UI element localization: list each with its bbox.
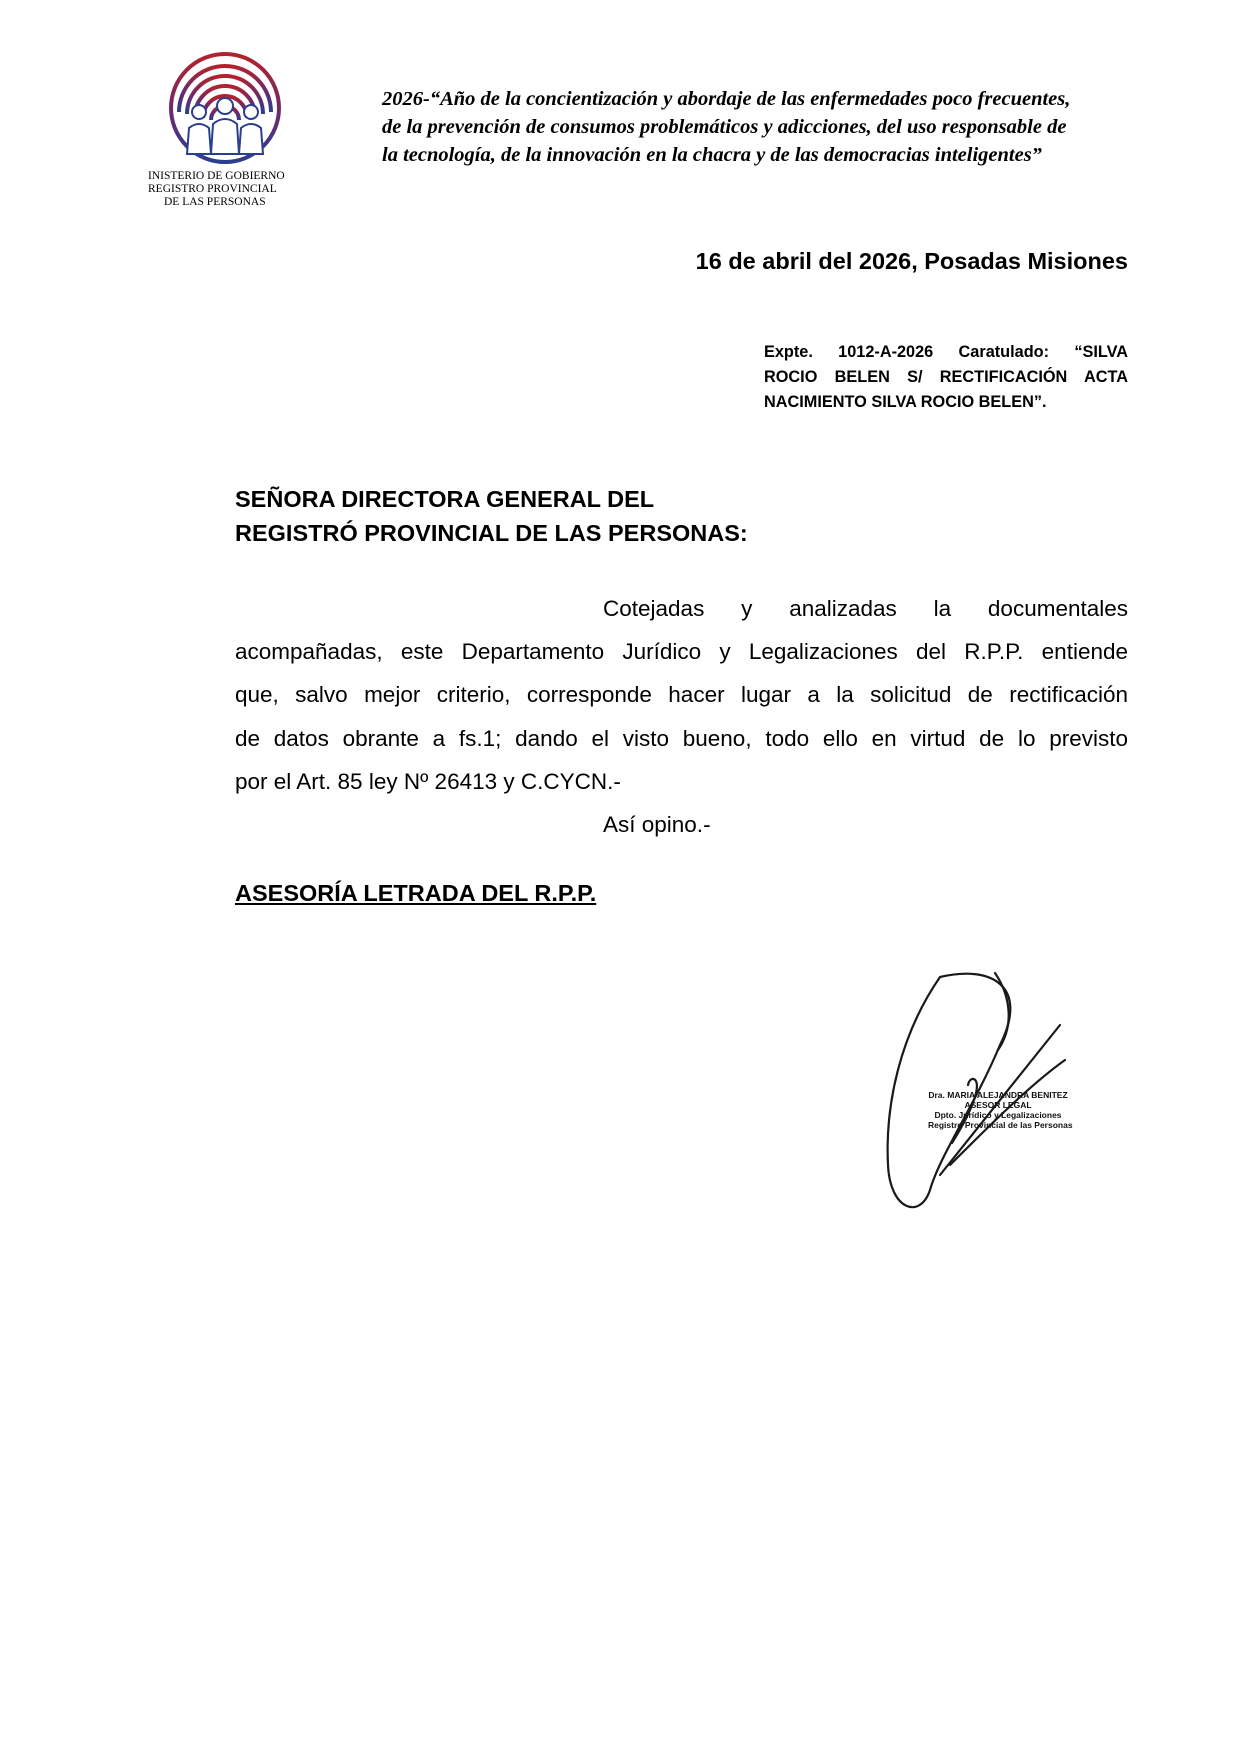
stamp-line: Dra. MARIA ALEJANDRA BENITEZ <box>928 1090 1068 1100</box>
body-text <box>235 587 1128 846</box>
body-line: que, salvo mejor criterio, corresponde hacer lugar a la solicitud de rectificación <box>235 682 1128 708</box>
body-line: de datos obrante a fs.1; dando el visto bueno, todo ello en virtud de lo previsto <box>235 725 1128 751</box>
motto-line: 2026-“Año de la concientización y abordaje de las enfermedades poco frecuentes, <box>382 88 1071 110</box>
stamp-line: Registro Provincial de las Personas <box>928 1120 1073 1130</box>
stamp-line: ASESOR LEGAL <box>964 1100 1032 1110</box>
date-place: 16 de abril del 2026, Posadas Misiones <box>695 248 1128 274</box>
motto-line: de la prevención de consumos problemáticos y adicciones, del uso responsable de <box>382 116 1067 138</box>
org-line: REGISTRO PROVINCIAL <box>148 183 277 195</box>
official-stamp <box>928 1090 1073 1130</box>
addressee-line: SEÑORA DIRECTORA GENERAL DEL <box>235 486 655 512</box>
org-line: INISTERIO DE GOBIERNO <box>148 170 285 182</box>
body-line: por el Art. 85 ley Nº 26413 y C.CYCN.- <box>235 768 621 794</box>
addressee-line: REGISTRÓ PROVINCIAL DE LAS PERSONAS: <box>235 520 748 546</box>
organization-name <box>148 170 318 209</box>
closing-text: Así opino.- <box>603 812 711 838</box>
case-line: NACIMIENTO SILVA ROCIO BELEN”. <box>764 393 1047 411</box>
signature-block-title: ASESORÍA LETRADA DEL R.P.P. <box>235 880 597 906</box>
org-line: DE LAS PERSONAS <box>164 196 266 208</box>
case-line: ROCIO BELEN S/ RECTIFICACIÓN ACTA <box>764 368 1128 386</box>
addressee <box>235 482 748 550</box>
case-reference <box>764 340 1128 415</box>
motto-line: la tecnología, de la innovación en la chacra y de las democracias inteligentes” <box>382 144 1042 166</box>
body-line: Cotejadas y analizadas la documentales <box>603 596 1128 621</box>
body-line: acompañadas, este Departamento Jurídico y Legalizaciones del R.P.P. entiende <box>235 639 1128 665</box>
year-motto <box>382 85 1162 169</box>
case-line: Expte. 1012-A-2026 Caratulado: “SILVA <box>764 343 1128 361</box>
registry-logo <box>165 50 285 166</box>
stamp-line: Dpto. Jurídico y Legalizaciones <box>934 1110 1062 1120</box>
